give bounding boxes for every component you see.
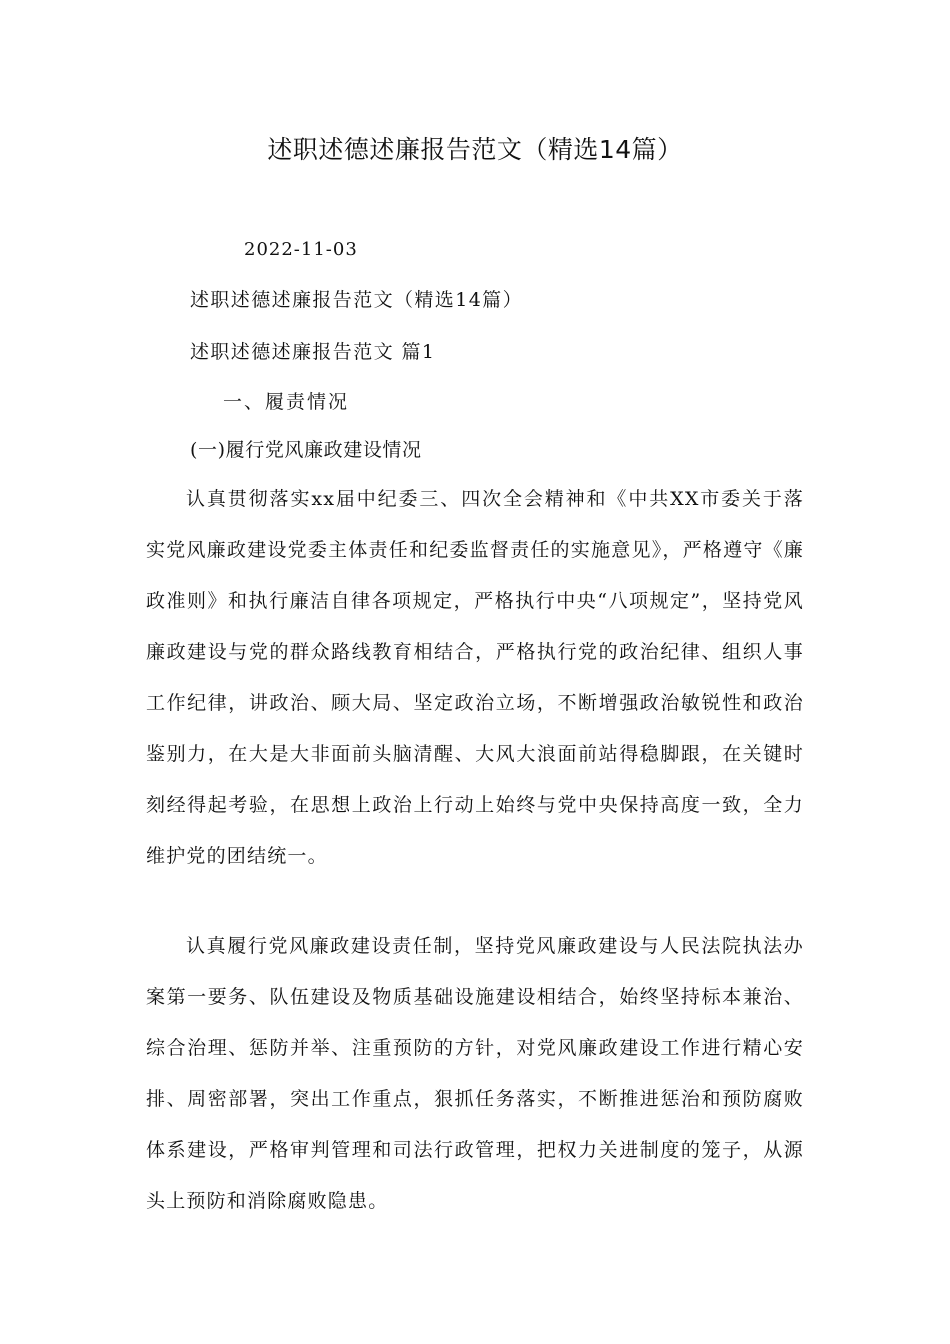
document-subtitle: 述职述德述廉报告范文（精选14篇） [190,289,523,311]
document-date: 2022-11-03 [244,239,358,260]
subsection-heading: (一)履行党风廉政建设情况 [190,439,422,461]
document-title: 述职述德述廉报告范文（精选14篇） [267,135,683,164]
body-paragraph: 认真履行党风廉政建设责任制，坚持党风廉政建设与人民法院执法办案第一要务、队伍建设及物质基础设施建设相结合，始终坚持标本兼治、综合治理、惩防并举、注重预防的方针，对党风廉政建设工作进行精心安排、周密部署，突出工作重点，狠抓任务落实，不断推进惩治和预防腐败体系建设，严格审判管理和司法行政管理，把权力关进制度的笼子，从源头上预防和消除腐败隐患。 [146,935,804,1212]
body-paragraph: 认真贯彻落实xx届中纪委三、四次全会精神和《中共XX市委关于落实党风廉政建设党委主体责任和纪委监督责任的实施意见》，严格遵守《廉政准则》和执行廉洁自律各项规定，严格执行中央“八项规定”，坚持党风廉政建设与党的群众路线教育相结合，严格执行党的政治纪律、组织人事工作纪律，讲政治、顾大局、坚定政治立场，不断增强政治敏锐性和政治鉴别力，在大是大非面前头脑清醒、大风大浪面前站得稳脚跟，在关键时刻经得起考验，在思想上政治上行动上始终与党中央保持高度一致，全力维护党的团结统一。 [146,488,804,867]
section-heading: 一、履责情况 [223,391,350,413]
part-heading: 述职述德述廉报告范文 篇1 [190,341,436,363]
